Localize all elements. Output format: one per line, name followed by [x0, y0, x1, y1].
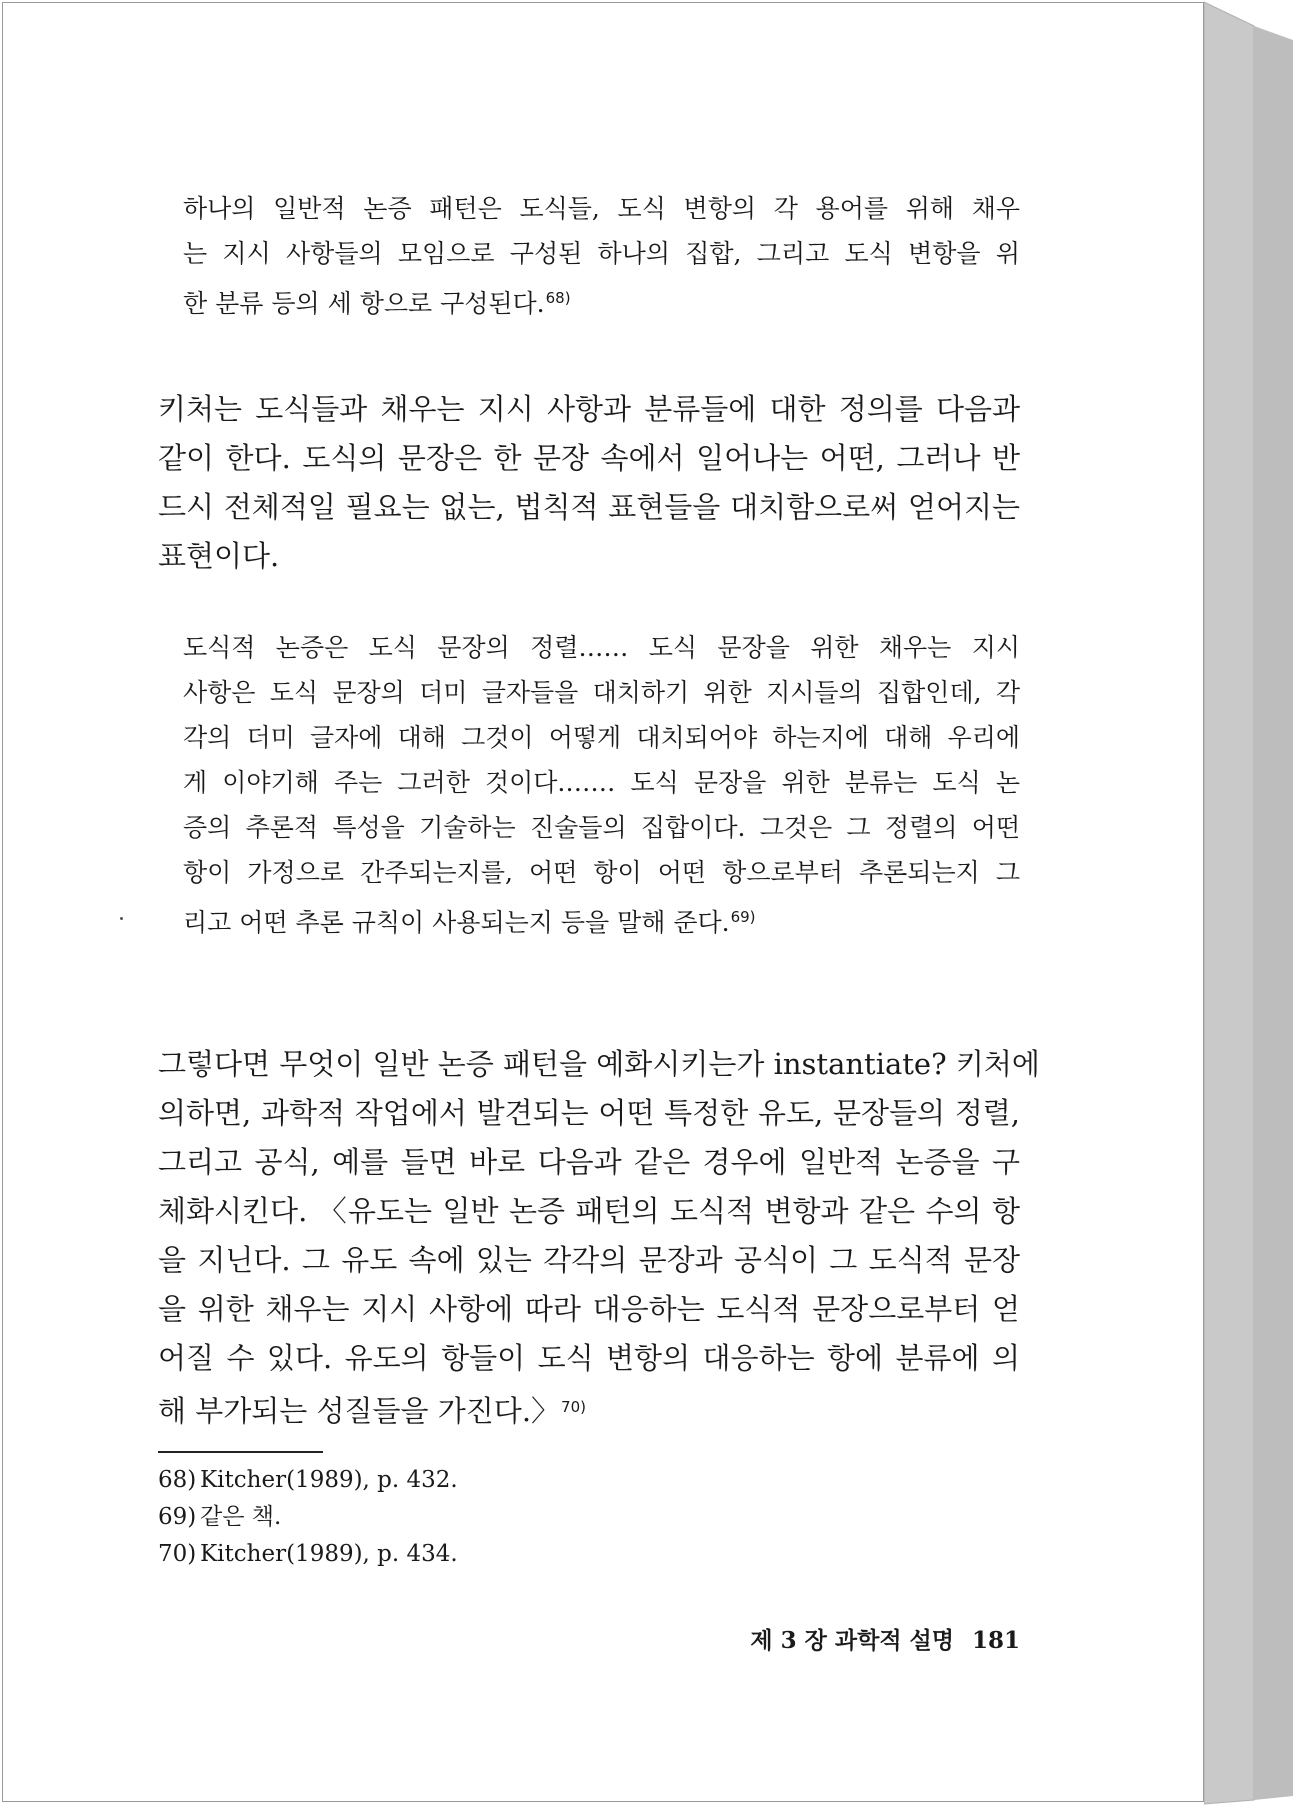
- footnote-69: [158, 1499, 658, 1536]
- text-line: 같이 한다. 도식의 문장은 한 문장 속에서 일어나는 어떤, 그러나 반: [158, 441, 1020, 475]
- text-line: 각의 더미 글자에 대해 그것이 어떻게 대치되어야 하는지에 대해 우리에: [183, 723, 1020, 752]
- footnote-70: [158, 1536, 658, 1573]
- running-footer: [750, 1622, 1020, 1655]
- footnote-text: Kitcher(1989), p. 432.: [200, 1467, 458, 1493]
- text-line: 어질 수 있다. 유도의 항들이 도식 변항의 대응하는 항에 분류에 의: [158, 1341, 1020, 1375]
- print-speck: [120, 917, 123, 920]
- text-line: 의하면, 과학적 작업에서 발견되는 어떤 특정한 유도, 문장들의 정렬,: [158, 1096, 1020, 1130]
- text-line: 게 이야기해 주는 그러한 것이다.…… 도식 문장을 위한 분류는 도식 논: [183, 768, 1020, 797]
- quoted-paragraph: [183, 625, 1020, 940]
- body-paragraph: [158, 385, 1020, 581]
- footnote-number: 69): [158, 1504, 197, 1530]
- text-line-wrapper: [183, 895, 1020, 940]
- quoted-paragraph: [183, 186, 1020, 321]
- body-paragraph: [158, 1040, 1040, 1432]
- footnote-number: 70): [158, 1541, 197, 1567]
- footnote-reference[interactable]: 68): [545, 289, 571, 307]
- text-line: 리고 어떤 추론 규칙이 사용되는지 등을 말해 준다.: [183, 908, 730, 937]
- footnote-number: 68): [158, 1467, 197, 1493]
- book-page-edge: [1204, 0, 1295, 1806]
- text-line: 표현이다.: [158, 539, 280, 573]
- footnote-68: [158, 1462, 658, 1499]
- text-line-wrapper: [158, 1383, 1020, 1432]
- text-line: 체화시킨다. 〈유도는 일반 논증 패턴의 도식적 변항과 같은 수의 항: [158, 1194, 1020, 1228]
- text-line: 하나의 일반적 논증 패턴은 도식들, 도식 변항의 각 용어를 위해 채우: [183, 194, 1020, 223]
- footnote-reference[interactable]: 69): [730, 908, 756, 926]
- text-line: 증의 추론적 특성을 기술하는 진술들의 집합이다. 그것은 그 정렬의 어떤: [183, 813, 1020, 842]
- text-line: 을 위한 채우는 지시 사항에 따라 대응하는 도식적 문장으로부터 얻: [158, 1292, 1020, 1326]
- text-line: 는 지시 사항들의 모임으로 구성된 하나의 집합, 그리고 도식 변항을 위: [183, 239, 1020, 268]
- text-line: 키처는 도식들과 채우는 지시 사항과 분류들에 대한 정의를 다음과: [158, 392, 1020, 426]
- footnote-text: 같은 책.: [200, 1504, 282, 1530]
- text-line: 한 분류 등의 세 항으로 구성된다.: [183, 289, 545, 318]
- text-line-wrapper: [183, 276, 1020, 321]
- text-line: 도식적 논증은 도식 문장의 정렬…… 도식 문장을 위한 채우는 지시: [183, 633, 1020, 662]
- footnotes: [158, 1462, 658, 1573]
- text-line: 해 부가되는 성질들을 가진다.〉: [158, 1394, 561, 1428]
- footnote-reference[interactable]: 70): [561, 1398, 586, 1416]
- text-line: 드시 전체적일 필요는 없는, 법칙적 표현들을 대치함으로써 얻어지는: [158, 490, 1020, 524]
- text-line: 그리고 공식, 예를 들면 바로 다음과 같은 경우에 일반적 논증을 구: [158, 1145, 1020, 1179]
- footnote-text: Kitcher(1989), p. 434.: [200, 1541, 458, 1567]
- chapter-title: 제 3 장 과학적 설명: [750, 1627, 954, 1654]
- text-line: 을 지닌다. 그 유도 속에 있는 각각의 문장과 공식이 그 도식적 문장: [158, 1243, 1020, 1277]
- footnote-rule: [158, 1451, 323, 1453]
- text-line: 사항은 도식 문장의 더미 글자들을 대치하기 위한 지시들의 집합인데, 각: [183, 678, 1020, 707]
- text-line: 항이 가정으로 간주되는지를, 어떤 항이 어떤 항으로부터 추론되는지 그: [183, 858, 1020, 887]
- page-number: 181: [971, 1627, 1020, 1654]
- text-line: 그렇다면 무엇이 일반 논증 패턴을 예화시키는가 instantiate? 키처에: [158, 1047, 1040, 1081]
